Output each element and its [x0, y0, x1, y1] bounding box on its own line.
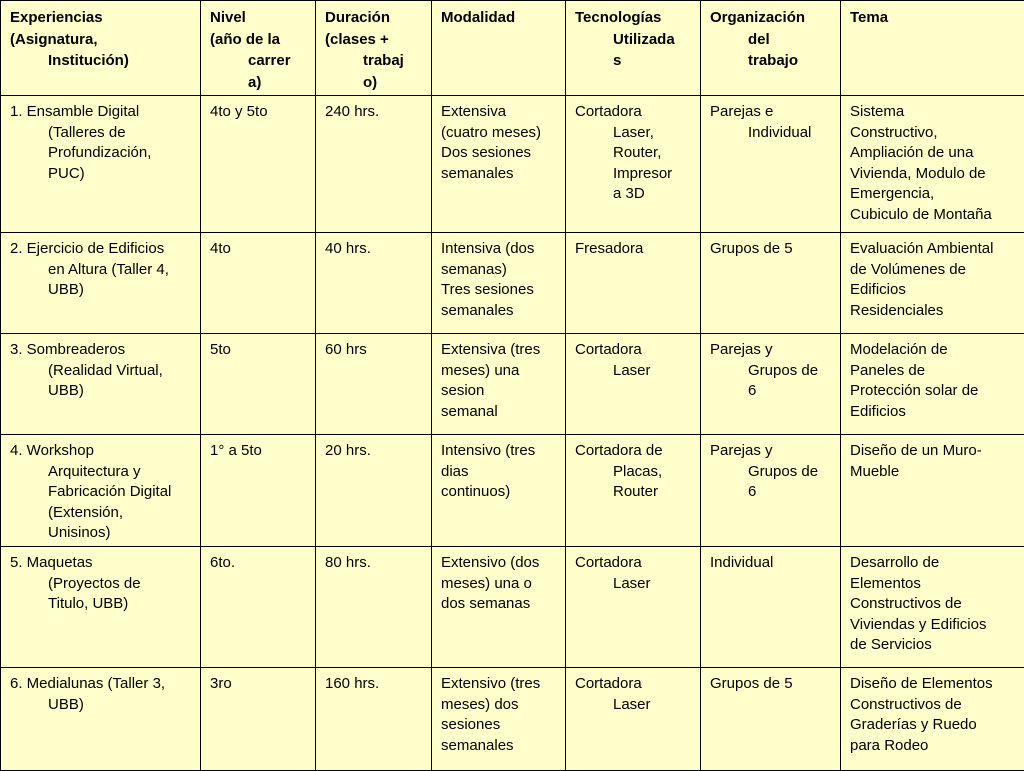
- cell-tecnologias: Cortadora de Placas, Router: [566, 435, 701, 547]
- cell-duracion: 80 hrs.: [316, 547, 432, 668]
- table-row: [1, 96, 1024, 233]
- cell-nivel: 4to: [201, 233, 316, 334]
- cell-tema: Modelación de Paneles de Protección solar de Edificios: [841, 334, 1024, 435]
- header-tema: Tema: [841, 1, 1024, 96]
- cell-tecnologias: Cortadora Laser: [566, 547, 701, 668]
- cell-nivel: 1° a 5to: [201, 435, 316, 547]
- table-row: [1, 435, 1024, 547]
- table-row: [1, 547, 1024, 668]
- cell-organizacion: Parejas y Grupos de 6: [701, 334, 841, 435]
- cell-organizacion: Parejas y Grupos de 6: [701, 435, 841, 547]
- cell-modalidad: Extensivo (tres meses) dos sesiones semanales: [432, 668, 566, 771]
- cell-modalidad: Extensivo (dos meses) una o dos semanas: [432, 547, 566, 668]
- table-row: [1, 334, 1024, 435]
- cell-organizacion: Grupos de 5: [701, 668, 841, 771]
- cell-nivel: 6to.: [201, 547, 316, 668]
- cell-nivel: 5to: [201, 334, 316, 435]
- header-organizacion: Organización del trabajo: [701, 1, 841, 96]
- cell-tema: Diseño de Elementos Constructivos de Graderías y Ruedo para Rodeo: [841, 668, 1024, 771]
- header-experiencias: Experiencias (Asignatura, Institución): [1, 1, 201, 96]
- header-duracion: Duración (clases + trabaj o): [316, 1, 432, 96]
- cell-experiencia: 3. Sombreaderos (Realidad Virtual, UBB): [1, 334, 201, 435]
- cell-duracion: 60 hrs: [316, 334, 432, 435]
- cell-organizacion: Grupos de 5: [701, 233, 841, 334]
- cell-tema: Diseño de un Muro- Mueble: [841, 435, 1024, 547]
- cell-experiencia: 4. Workshop Arquitectura y Fabricación Digital (Extensión, Unisinos): [1, 435, 201, 547]
- cell-tema: Sistema Constructivo, Ampliación de una Vivienda, Modulo de Emergencia, Cubiculo de Montaña: [841, 96, 1024, 233]
- table-row: [1, 668, 1024, 771]
- cell-duracion: 20 hrs.: [316, 435, 432, 547]
- cell-modalidad: Intensivo (tres dias continuos): [432, 435, 566, 547]
- cell-modalidad: Intensiva (dos semanas) Tres sesiones semanales: [432, 233, 566, 334]
- cell-duracion: 160 hrs.: [316, 668, 432, 771]
- cell-experiencia: 5. Maquetas (Proyectos de Titulo, UBB): [1, 547, 201, 668]
- header-nivel: Nivel (año de la carrer a): [201, 1, 316, 96]
- cell-tecnologias: Fresadora: [566, 233, 701, 334]
- cell-tecnologias: Cortadora Laser: [566, 334, 701, 435]
- cell-tema: Evaluación Ambiental de Volúmenes de Edificios Residenciales: [841, 233, 1024, 334]
- cell-tecnologias: Cortadora Laser, Router, Impresor a 3D: [566, 96, 701, 233]
- header-tecnologias: Tecnologías Utilizada s: [566, 1, 701, 96]
- cell-tema: Desarrollo de Elementos Constructivos de Viviendas y Edificios de Servicios: [841, 547, 1024, 668]
- table-row: [1, 233, 1024, 334]
- cell-nivel: 4to y 5to: [201, 96, 316, 233]
- cell-experiencia: 6. Medialunas (Taller 3, UBB): [1, 668, 201, 771]
- cell-organizacion: Parejas e Individual: [701, 96, 841, 233]
- cell-modalidad: Extensiva (tres meses) una sesion semanal: [432, 334, 566, 435]
- cell-nivel: 3ro: [201, 668, 316, 771]
- cell-duracion: 40 hrs.: [316, 233, 432, 334]
- cell-experiencia: 1. Ensamble Digital (Talleres de Profundización, PUC): [1, 96, 201, 233]
- cell-experiencia: 2. Ejercicio de Edificios en Altura (Taller 4, UBB): [1, 233, 201, 334]
- cell-organizacion: Individual: [701, 547, 841, 668]
- cell-tecnologias: Cortadora Laser: [566, 668, 701, 771]
- cell-modalidad: Extensiva (cuatro meses) Dos sesiones semanales: [432, 96, 566, 233]
- cell-duracion: 240 hrs.: [316, 96, 432, 233]
- header-modalidad: Modalidad: [432, 1, 566, 96]
- table-header-row: [1, 1, 1024, 96]
